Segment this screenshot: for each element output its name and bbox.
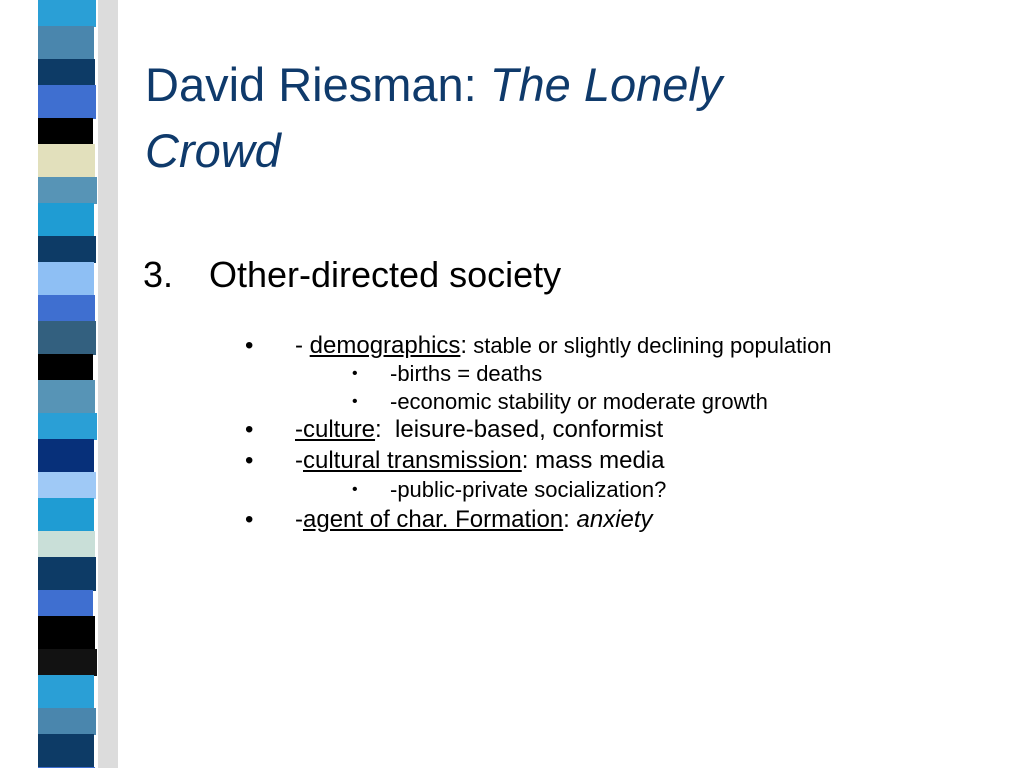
bullet-marker: • [352,481,358,498]
stripe-shadow [98,0,118,768]
bullet-marker: • [352,393,358,410]
title-italic-line2: Crowd [145,124,281,177]
item-prefix: - [295,332,310,359]
stripe-segment [38,439,94,473]
stripe-segment [38,590,93,617]
stripe-segment [38,675,94,709]
stripe-segment [38,236,96,263]
title-italic-line1: The Lonely [489,58,723,111]
item-prefix: - [295,447,303,474]
decorative-stripe-bar [0,0,118,768]
bullet-marker: • [245,506,254,533]
sub-bullet-socialization [352,476,667,504]
item-separator: : [521,447,529,474]
item-detail: anxiety [576,506,653,533]
stripe-segment [38,295,95,322]
stripe-segment [38,413,97,440]
stripe-segment [38,649,97,676]
item-detail: leisure-based, conformist [381,416,664,443]
stripe-segment [38,557,96,591]
stripe-segment [38,531,95,558]
stripe-segment [38,85,96,119]
item-term: demographics [309,332,461,359]
item-detail: stable or slightly declining population [467,333,832,358]
item-term: -culture [295,416,376,443]
bullet-marker: • [352,365,358,382]
stripe-segment [38,472,96,499]
stripe-segment [38,59,95,86]
bullet-agent-of-formation [245,505,653,535]
section-title: Other-directed society [209,254,562,295]
bullet-marker: • [245,447,254,474]
item-separator: : [460,332,468,359]
stripe-segment [38,26,94,60]
stripe-segment [38,203,94,237]
bullet-marker: • [245,332,254,359]
stripe-segment [38,734,94,768]
sub-bullet-births [352,360,543,388]
stripe-segment [38,321,96,355]
item-separator: : [375,416,382,443]
stripe-segment [38,118,93,145]
item-prefix: - [295,506,303,533]
stripe-segment [38,262,94,296]
sub-item-text: -public-private socialization? [390,477,667,502]
section-number: 3. [143,254,174,295]
stripe-segment [38,616,95,650]
sub-bullet-economic [352,388,768,416]
bullet-marker: • [245,416,254,443]
sub-item-text: -economic stability or moderate growth [390,389,768,414]
stripe-segment [38,498,94,532]
item-term: cultural transmission [303,447,522,474]
slide-title [145,52,965,184]
item-separator: : [563,506,577,533]
sub-item-text: -births = deaths [390,361,543,386]
section-heading [143,253,561,297]
stripe-segment [38,354,93,381]
item-term: agent of char. Formation [303,506,564,533]
item-detail: mass media [528,447,665,474]
bullet-demographics [245,331,832,361]
stripe-segment [38,0,96,27]
bullet-culture [245,415,664,445]
bullet-cultural-transmission [245,446,665,476]
stripe-segment [38,708,96,735]
stripe-segment [38,177,97,204]
stripe-segment [38,380,95,414]
stripe-segment [38,144,95,178]
title-plain: David Riesman: [145,58,490,111]
